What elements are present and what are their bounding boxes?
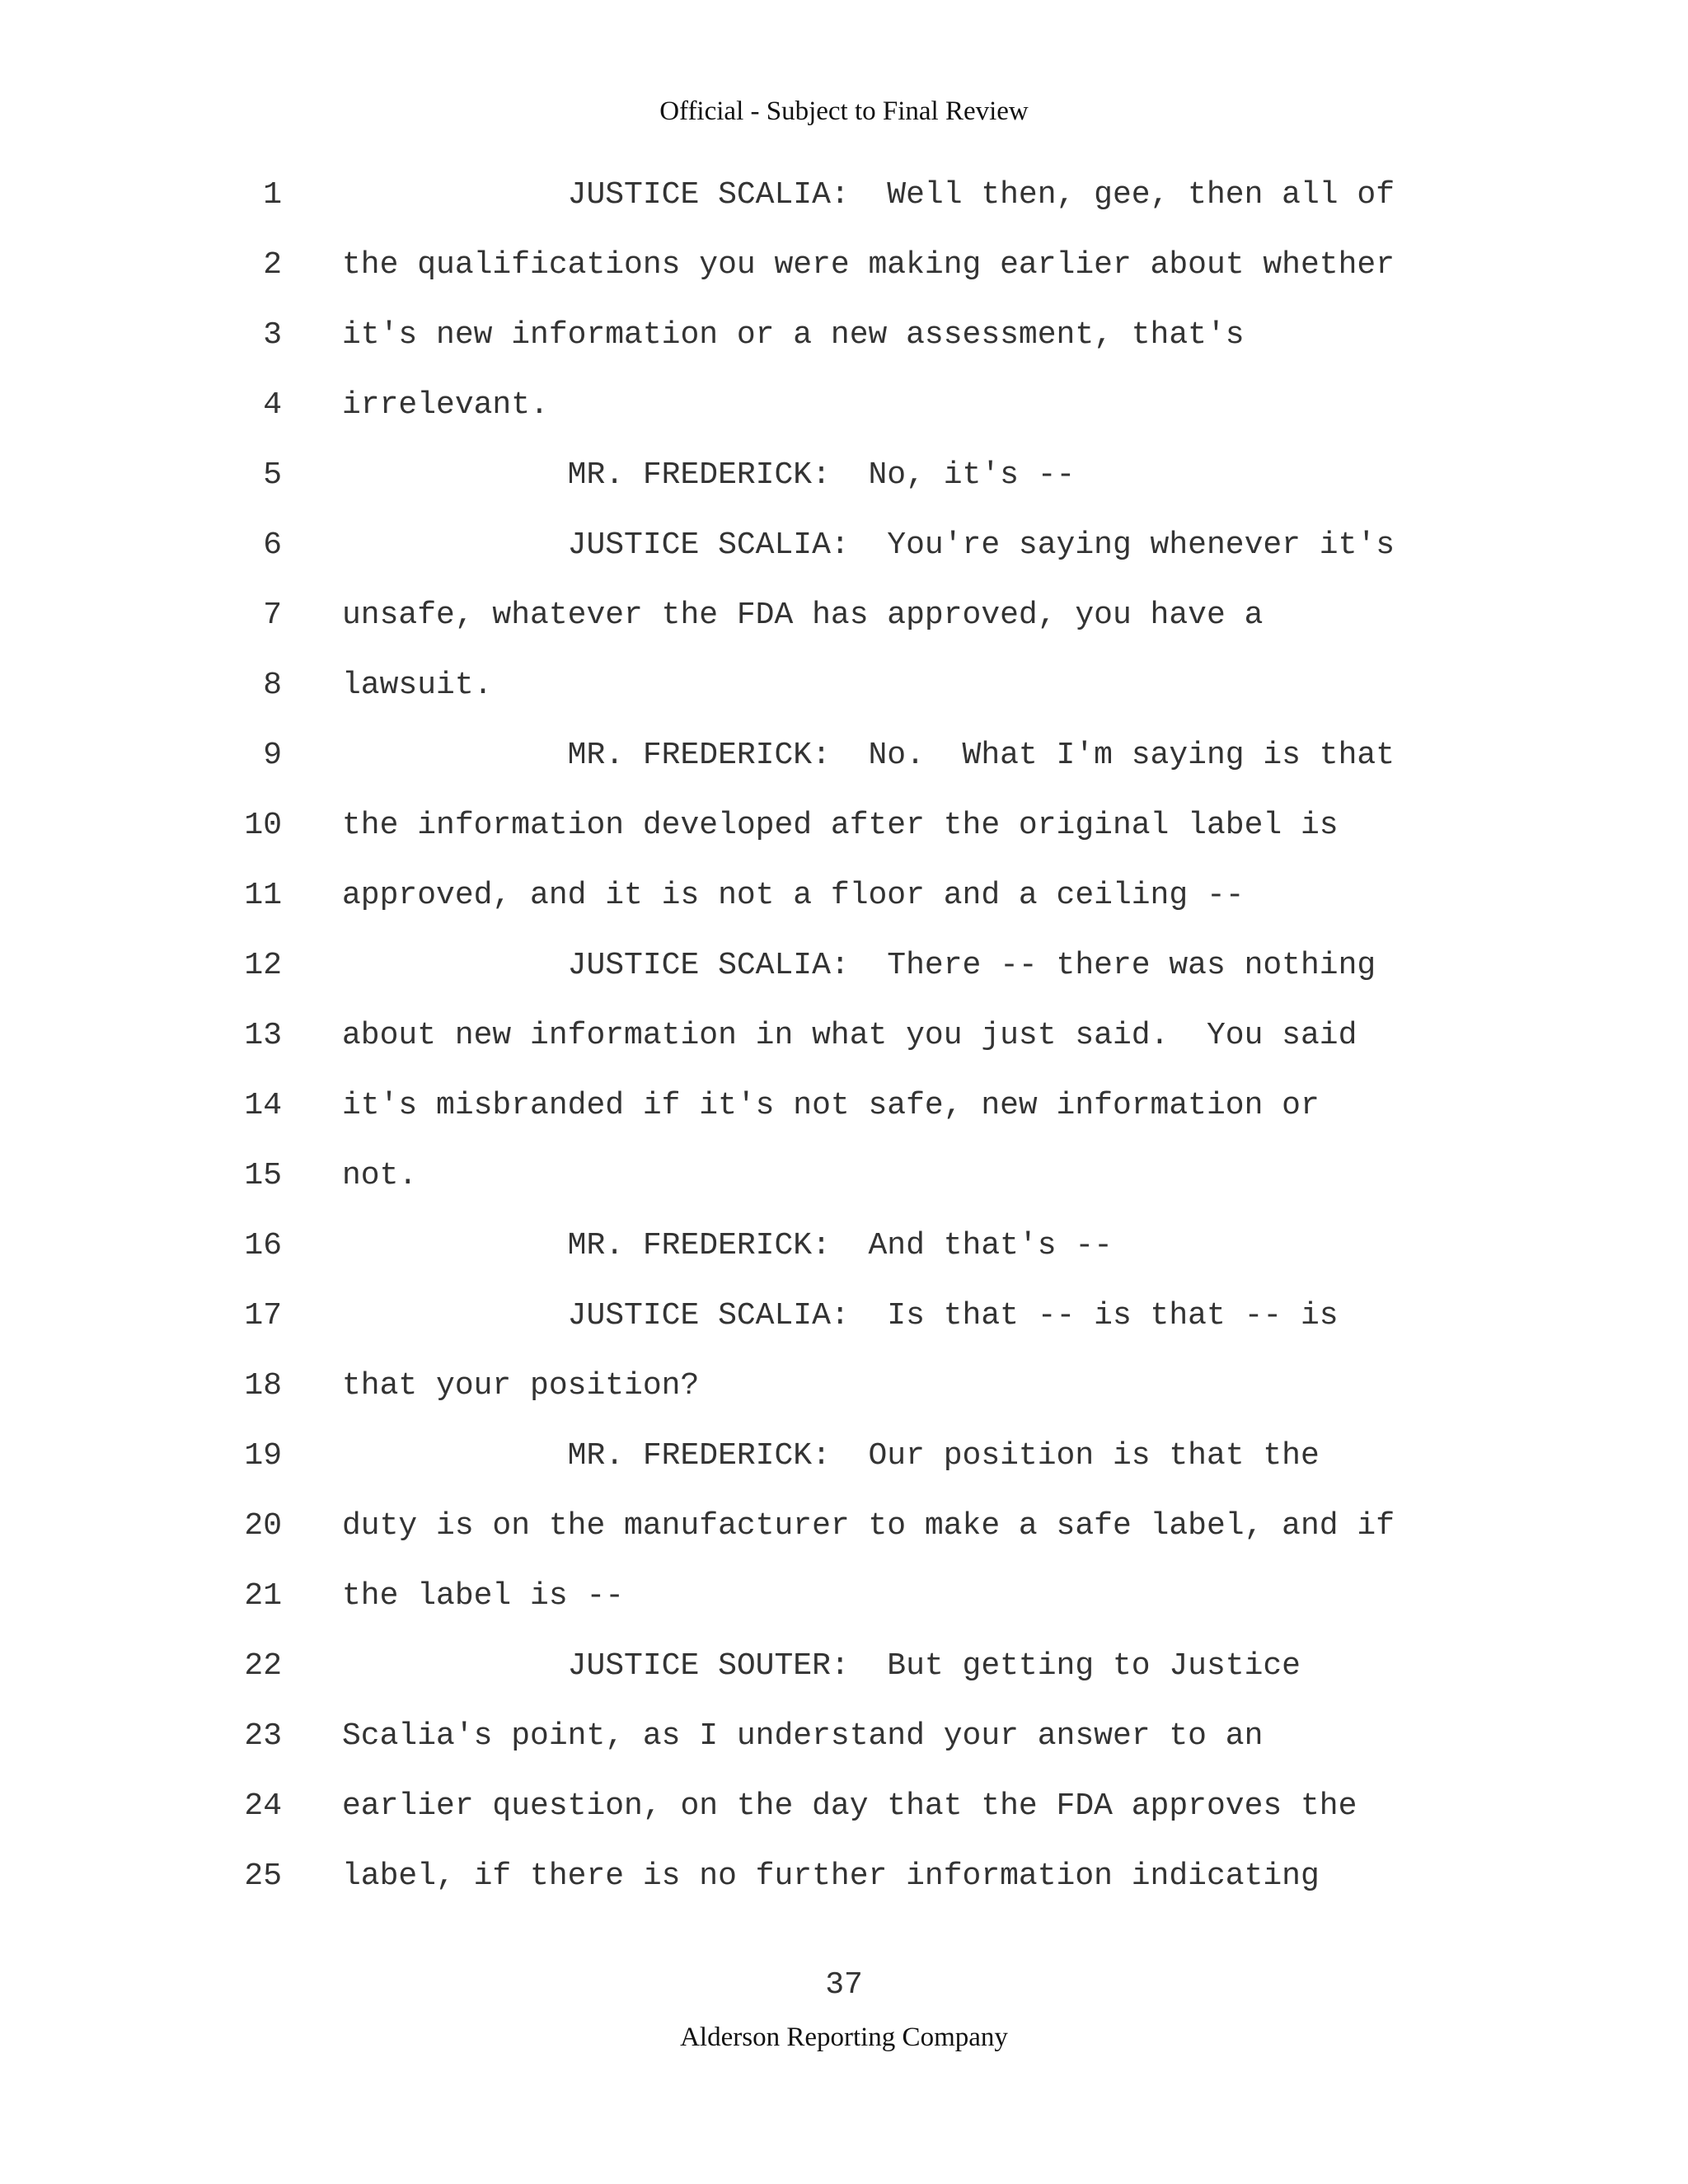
- transcript-line: [0, 1786, 1688, 1856]
- line-text: earlier question, on the day that the FDA approves the: [342, 1788, 1357, 1824]
- transcript-line: [0, 1155, 1688, 1226]
- transcript-line: [0, 245, 1688, 315]
- line-text: Scalia's point, as I understand your answer to an: [342, 1718, 1264, 1754]
- line-number: 11: [244, 878, 282, 913]
- line-text: MR. FREDERICK: No. What I'm saying is that: [342, 738, 1395, 773]
- transcript-line: [0, 1716, 1688, 1786]
- transcript-line: [0, 1576, 1688, 1646]
- line-text: not.: [342, 1158, 418, 1193]
- line-number: 18: [244, 1368, 282, 1404]
- transcript-line: [0, 385, 1688, 455]
- line-text: JUSTICE SCALIA: You're saying whenever it's: [342, 527, 1395, 563]
- page-number: 37: [825, 1967, 863, 2003]
- transcript-lines: [0, 175, 1688, 1926]
- line-text: label, if there is no further information indicating: [342, 1858, 1320, 1894]
- line-number: 1: [263, 177, 282, 213]
- line-number: 19: [244, 1438, 282, 1474]
- line-number: 10: [244, 808, 282, 843]
- transcript-line: [0, 1646, 1688, 1716]
- line-text: unsafe, whatever the FDA has approved, you have a: [342, 598, 1264, 633]
- line-number: 8: [263, 668, 282, 703]
- transcript-line: [0, 1226, 1688, 1296]
- transcript-line: [0, 735, 1688, 805]
- line-text: MR. FREDERICK: Our position is that the: [342, 1438, 1320, 1474]
- page-header: Official - Subject to Final Review: [659, 96, 1029, 126]
- transcript-line: [0, 945, 1688, 1015]
- line-text: JUSTICE SOUTER: But getting to Justice: [342, 1648, 1301, 1684]
- line-text: MR. FREDERICK: And that's --: [342, 1228, 1113, 1263]
- line-number: 14: [244, 1088, 282, 1123]
- line-text: the label is --: [342, 1578, 625, 1614]
- transcript-line: [0, 1436, 1688, 1506]
- line-text: about new information in what you just said. You said: [342, 1018, 1357, 1053]
- line-number: 24: [244, 1788, 282, 1824]
- line-number: 16: [244, 1228, 282, 1263]
- line-text: the information developed after the original label is: [342, 808, 1339, 843]
- line-number: 9: [263, 738, 282, 773]
- line-text: approved, and it is not a floor and a ceiling --: [342, 878, 1245, 913]
- line-number: 23: [244, 1718, 282, 1754]
- transcript-line: [0, 455, 1688, 525]
- line-number: 6: [263, 527, 282, 563]
- line-number: 25: [244, 1858, 282, 1894]
- line-text: JUSTICE SCALIA: Well then, gee, then all of: [342, 177, 1395, 213]
- transcript-line: [0, 1506, 1688, 1576]
- line-number: 20: [244, 1508, 282, 1544]
- line-number: 7: [263, 598, 282, 633]
- transcript-line: [0, 175, 1688, 245]
- line-number: 3: [263, 317, 282, 353]
- line-text: that your position?: [342, 1368, 700, 1404]
- transcript-line: [0, 1856, 1688, 1926]
- transcript-line: [0, 805, 1688, 875]
- line-text: irrelevant.: [342, 387, 549, 423]
- transcript-line: [0, 875, 1688, 945]
- line-number: 21: [244, 1578, 282, 1614]
- line-text: the qualifications you were making earlier about whether: [342, 247, 1395, 283]
- transcript-line: [0, 1015, 1688, 1085]
- line-text: it's misbranded if it's not safe, new information or: [342, 1088, 1320, 1123]
- line-number: 15: [244, 1158, 282, 1193]
- transcript-line: [0, 1296, 1688, 1366]
- page-footer: Alderson Reporting Company: [680, 2022, 1008, 2052]
- transcript-line: [0, 525, 1688, 595]
- line-text: it's new information or a new assessment, that's: [342, 317, 1245, 353]
- transcript-line: [0, 1366, 1688, 1436]
- line-number: 12: [244, 948, 282, 983]
- line-number: 2: [263, 247, 282, 283]
- line-text: JUSTICE SCALIA: Is that -- is that -- is: [342, 1298, 1339, 1333]
- transcript-line: [0, 595, 1688, 665]
- line-text: MR. FREDERICK: No, it's --: [342, 457, 1076, 493]
- transcript-line: [0, 1085, 1688, 1155]
- transcript-line: [0, 665, 1688, 735]
- line-text: JUSTICE SCALIA: There -- there was nothing: [342, 948, 1376, 983]
- line-number: 4: [263, 387, 282, 423]
- transcript-line: [0, 315, 1688, 385]
- line-number: 5: [263, 457, 282, 493]
- line-number: 22: [244, 1648, 282, 1684]
- line-number: 13: [244, 1018, 282, 1053]
- line-text: lawsuit.: [342, 668, 493, 703]
- line-text: duty is on the manufacturer to make a safe label, and if: [342, 1508, 1395, 1544]
- line-number: 17: [244, 1298, 282, 1333]
